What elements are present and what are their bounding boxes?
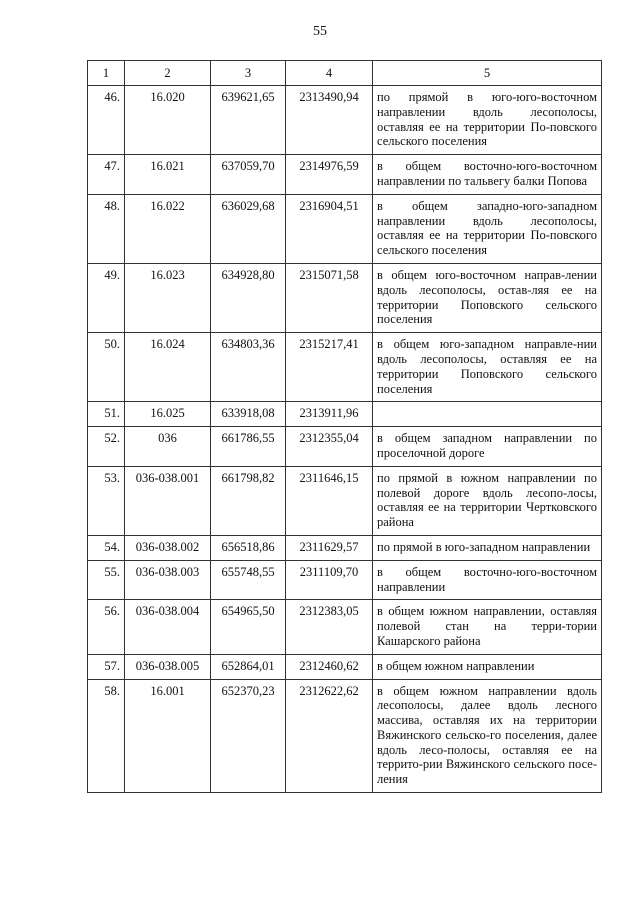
table-row	[88, 600, 602, 654]
boundary-description-cell	[373, 402, 602, 427]
x-coordinate-cell: 633918,08	[211, 402, 286, 427]
point-code-cell: 036-038.003	[125, 560, 211, 600]
table-row	[88, 535, 602, 560]
y-coordinate-cell: 2311646,15	[286, 466, 373, 535]
point-code-cell: 16.022	[125, 194, 211, 263]
point-number-cell: 47.	[88, 155, 125, 195]
boundary-description-cell: по прямой в южном направлении по полевой дороге вдоль лесопо-лосы, оставляя ее на территории Чертковского района	[373, 466, 602, 535]
point-number-cell: 54.	[88, 535, 125, 560]
boundary-description-cell: по прямой в юго-западном направлении	[373, 535, 602, 560]
y-coordinate-cell: 2315217,41	[286, 333, 373, 402]
x-coordinate-cell: 654965,50	[211, 600, 286, 654]
table-row	[88, 466, 602, 535]
table-header-row	[88, 61, 602, 86]
table-row	[88, 333, 602, 402]
point-code-cell: 036	[125, 427, 211, 467]
table-row	[88, 679, 602, 793]
x-coordinate-cell: 652864,01	[211, 654, 286, 679]
point-number-cell: 56.	[88, 600, 125, 654]
point-number-cell: 55.	[88, 560, 125, 600]
point-number-cell: 57.	[88, 654, 125, 679]
point-code-cell: 036-038.005	[125, 654, 211, 679]
point-number-cell: 48.	[88, 194, 125, 263]
y-coordinate-cell: 2316904,51	[286, 194, 373, 263]
y-coordinate-cell: 2312355,04	[286, 427, 373, 467]
boundary-description-cell: в общем южном направлении вдоль лесополосы, далее вдоль лесного массива, оставляя их на территории Вяжинского сельско-го поселения, далее вдоль лесо-полосы, оставляя ее на террито-рии Вяжинского сельского посе-ления	[373, 679, 602, 793]
x-coordinate-cell: 655748,55	[211, 560, 286, 600]
x-coordinate-cell: 636029,68	[211, 194, 286, 263]
x-coordinate-cell: 634803,36	[211, 333, 286, 402]
boundary-table	[87, 60, 602, 793]
point-code-cell: 16.001	[125, 679, 211, 793]
x-coordinate-cell: 652370,23	[211, 679, 286, 793]
table-row	[88, 263, 602, 332]
y-coordinate-cell: 2313490,94	[286, 86, 373, 155]
table-row	[88, 155, 602, 195]
point-code-cell: 16.025	[125, 402, 211, 427]
x-coordinate-cell: 656518,86	[211, 535, 286, 560]
header-col-1: 1	[88, 61, 125, 86]
y-coordinate-cell: 2312460,62	[286, 654, 373, 679]
table-row	[88, 427, 602, 467]
point-number-cell: 50.	[88, 333, 125, 402]
point-number-cell: 51.	[88, 402, 125, 427]
boundary-description-cell: в общем юго-восточном направ-лении вдоль лесополосы, остав-ляя ее на территории Поповского сельского поселения	[373, 263, 602, 332]
table-row	[88, 194, 602, 263]
y-coordinate-cell: 2312622,62	[286, 679, 373, 793]
y-coordinate-cell: 2313911,96	[286, 402, 373, 427]
x-coordinate-cell: 639621,65	[211, 86, 286, 155]
table-row	[88, 560, 602, 600]
y-coordinate-cell: 2314976,59	[286, 155, 373, 195]
table-row	[88, 86, 602, 155]
table-row	[88, 402, 602, 427]
x-coordinate-cell: 661798,82	[211, 466, 286, 535]
point-number-cell: 58.	[88, 679, 125, 793]
boundary-description-cell: в общем западно-юго-западном направлении вдоль лесополосы, оставляя ее на территории По-повского сельского поселения	[373, 194, 602, 263]
boundary-description-cell: в общем юго-западном направле-нии вдоль лесополосы, оставляя ее на территории Поповского сельского поселения	[373, 333, 602, 402]
table-row	[88, 654, 602, 679]
y-coordinate-cell: 2311109,70	[286, 560, 373, 600]
point-code-cell: 036-038.001	[125, 466, 211, 535]
y-coordinate-cell: 2315071,58	[286, 263, 373, 332]
point-code-cell: 16.024	[125, 333, 211, 402]
boundary-description-cell: в общем восточно-юго-восточном направлении	[373, 560, 602, 600]
boundary-description-cell: по прямой в юго-юго-восточном направлении вдоль лесополосы, оставляя ее на территории По-повского сельского поселения	[373, 86, 602, 155]
header-col-3: 3	[211, 61, 286, 86]
y-coordinate-cell: 2311629,57	[286, 535, 373, 560]
point-code-cell: 16.023	[125, 263, 211, 332]
point-number-cell: 52.	[88, 427, 125, 467]
boundary-description-cell: в общем западном направлении по проселочной дороге	[373, 427, 602, 467]
boundary-description-cell: в общем южном направлении	[373, 654, 602, 679]
header-col-4: 4	[286, 61, 373, 86]
point-code-cell: 036-038.002	[125, 535, 211, 560]
point-number-cell: 53.	[88, 466, 125, 535]
header-col-5: 5	[373, 61, 602, 86]
x-coordinate-cell: 661786,55	[211, 427, 286, 467]
point-code-cell: 16.021	[125, 155, 211, 195]
boundary-description-cell: в общем южном направлении, оставляя полевой стан на терри-тории Кашарского района	[373, 600, 602, 654]
boundary-description-cell: в общем восточно-юго-восточном направлении по тальвегу балки Попова	[373, 155, 602, 195]
page-number: 55	[313, 24, 327, 39]
point-number-cell: 46.	[88, 86, 125, 155]
header-col-2: 2	[125, 61, 211, 86]
point-code-cell: 16.020	[125, 86, 211, 155]
point-code-cell: 036-038.004	[125, 600, 211, 654]
y-coordinate-cell: 2312383,05	[286, 600, 373, 654]
point-number-cell: 49.	[88, 263, 125, 332]
x-coordinate-cell: 634928,80	[211, 263, 286, 332]
x-coordinate-cell: 637059,70	[211, 155, 286, 195]
